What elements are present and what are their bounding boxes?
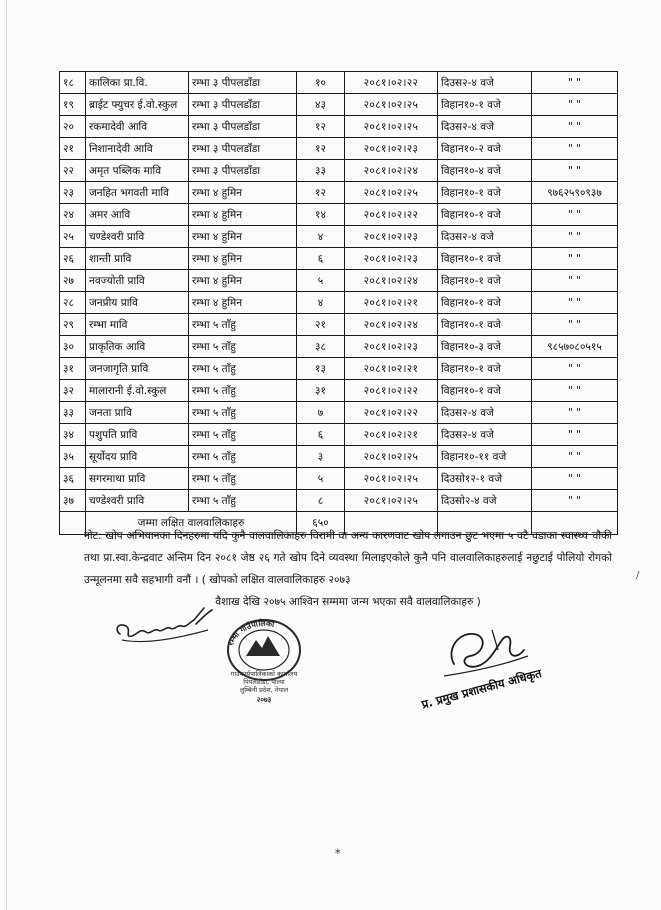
- cell-target-count: ६: [297, 424, 345, 446]
- cell-remark: " ": [532, 358, 618, 380]
- cell-time: विहान१०-२ वजे: [438, 138, 532, 160]
- cell-time: विहान१०-४ वजे: [438, 160, 532, 182]
- table-row: [60, 292, 618, 314]
- cell-time: विहान१०-१ वजे: [438, 380, 532, 402]
- cell-remark: " ": [532, 314, 618, 336]
- cell-address: रम्भा ५ ताँहु: [189, 490, 297, 512]
- cell-target-count: ३: [297, 446, 345, 468]
- cell-date: २०८१।०२।२४: [345, 160, 438, 182]
- cell-remark: " ": [532, 160, 618, 182]
- table-row: [60, 94, 618, 116]
- cell-target-count: २१: [297, 314, 345, 336]
- cell-date: २०८१।०२।२५: [345, 94, 438, 116]
- cell-school-name: चण्डेश्वरी प्रावि: [86, 490, 189, 512]
- cell-date: २०८१।०२।२१: [345, 292, 438, 314]
- cell-time: दिउस२-४ वजे: [438, 72, 532, 94]
- cell-serial-number: २६: [60, 248, 86, 270]
- vaccination-schedule-table: [59, 71, 618, 535]
- cell-remark: " ": [532, 226, 618, 248]
- cell-date: २०८१।०२।२३: [345, 248, 438, 270]
- total-value: ६५०: [297, 512, 345, 535]
- cell-target-count: १२: [297, 138, 345, 160]
- note-line-2: वैशाख देखि २०७५ आश्विन सम्ममा जन्म भएका सवै वालवालिकाहरु ): [215, 596, 481, 608]
- cell-address: रम्भा ३ पीपलडाँडा: [189, 138, 297, 160]
- cell-school-name: जनहित भगवती मावि: [86, 182, 189, 204]
- cell-time: दिउसो१२-१ वजे: [438, 468, 532, 490]
- bottom-mark: ∗: [334, 847, 342, 857]
- cell-time: विहान१०-१ वजे: [438, 358, 532, 380]
- cell-school-name: प्राकृतिक आवि: [86, 336, 189, 358]
- signature-left: [112, 600, 222, 650]
- table-row: [60, 336, 618, 358]
- cell-school-name: अमृत पब्लिक मावि: [86, 160, 189, 182]
- cell-school-name: जनप्रीय प्रावि: [86, 292, 189, 314]
- cell-serial-number: २९: [60, 314, 86, 336]
- cell-remark: " ": [532, 248, 618, 270]
- cell-date: २०८१।०२।२३: [345, 336, 438, 358]
- cell-address: रम्भा ५ ताँहु: [189, 358, 297, 380]
- cell-school-name: शान्ती प्रावि: [86, 248, 189, 270]
- cell-address: रम्भा ५ ताँहु: [189, 468, 297, 490]
- cell-school-name: ब्राईट फ्युचर ई.वो.स्कुल: [86, 94, 189, 116]
- table-row: [60, 182, 618, 204]
- table-row: [60, 380, 618, 402]
- cell-address: रम्भा ५ ताँहु: [189, 446, 297, 468]
- cell-target-count: ४३: [297, 94, 345, 116]
- table-row: [60, 226, 618, 248]
- table-row: [60, 248, 618, 270]
- total-blank-cell: [60, 512, 86, 535]
- cell-remark: " ": [532, 468, 618, 490]
- cell-serial-number: १९: [60, 94, 86, 116]
- cell-school-name: सूर्योदय प्रावि: [86, 446, 189, 468]
- stamp-line-3: लुम्बिनी प्रदेश, नेपाल: [239, 686, 289, 694]
- table-row: [60, 358, 618, 380]
- cell-school-name: नवज्योती प्रावि: [86, 270, 189, 292]
- cell-target-count: ६: [297, 248, 345, 270]
- cell-serial-number: २७: [60, 270, 86, 292]
- cell-target-count: ७: [297, 402, 345, 424]
- cell-serial-number: ३३: [60, 402, 86, 424]
- table-row: [60, 490, 618, 512]
- cell-remark: " ": [532, 380, 618, 402]
- cell-remark: " ": [532, 292, 618, 314]
- cell-address: रम्भा ५ ताँहु: [189, 402, 297, 424]
- cell-address: रम्भा ४ हुमिन: [189, 182, 297, 204]
- cell-serial-number: २८: [60, 292, 86, 314]
- cell-serial-number: ३७: [60, 490, 86, 512]
- cell-time: विहान१०-१ वजे: [438, 204, 532, 226]
- cell-address: रम्भा ५ ताँहु: [189, 314, 297, 336]
- cell-serial-number: २१: [60, 138, 86, 160]
- cell-remark: " ": [532, 72, 618, 94]
- cell-address: रम्भा ३ पीपलडाँडा: [189, 116, 297, 138]
- cell-target-count: ८: [297, 490, 345, 512]
- cell-school-name: मालारानी ई.वो.स्कुल: [86, 380, 189, 402]
- cell-date: २०८१।०२।२४: [345, 314, 438, 336]
- cell-date: २०८१।०२।२५: [345, 468, 438, 490]
- cell-remark: " ": [532, 446, 618, 468]
- cell-target-count: १३: [297, 358, 345, 380]
- table-row: [60, 314, 618, 336]
- stamp-line-2: पिपलडाँडा, पाल्पा: [243, 678, 285, 686]
- cell-target-count: ४: [297, 226, 345, 248]
- cell-school-name: रम्भा मावि: [86, 314, 189, 336]
- cell-time: विहान१०-१ वजे: [438, 314, 532, 336]
- cell-serial-number: २४: [60, 204, 86, 226]
- cell-time: विहान१०-१ वजे: [438, 248, 532, 270]
- cell-remark: " ": [532, 270, 618, 292]
- cell-time: विहान१०-१ वजे: [438, 182, 532, 204]
- cell-time: दिउस२-४ वजे: [438, 116, 532, 138]
- cell-date: २०८१।०२।२१: [345, 424, 438, 446]
- cell-time: दिउसो२-४ वजे: [438, 490, 532, 512]
- stamp-ring-text: रम्भा गाउँपालिका: [226, 618, 275, 647]
- table-row: [60, 160, 618, 182]
- cell-time: दिउस२-४ वजे: [438, 424, 532, 446]
- cell-remark: ९७६२५९०९३७: [532, 182, 618, 204]
- cell-target-count: ३८: [297, 336, 345, 358]
- cell-school-name: जनजागृति प्रावि: [86, 358, 189, 380]
- cell-serial-number: २२: [60, 160, 86, 182]
- cell-address: रम्भा ४ हुमिन: [189, 292, 297, 314]
- cell-serial-number: ३४: [60, 424, 86, 446]
- cell-target-count: ५: [297, 270, 345, 292]
- cell-remark: " ": [532, 204, 618, 226]
- cell-address: रम्भा ४ हुमिन: [189, 204, 297, 226]
- cell-date: २०८१।०२।२५: [345, 446, 438, 468]
- signature-title: प्र. प्रमुख प्रशासकीय अधिकृत: [420, 666, 543, 712]
- cell-target-count: १२: [297, 116, 345, 138]
- office-stamp: [218, 612, 310, 706]
- cell-time: दिउस२-४ वजे: [438, 402, 532, 424]
- cell-school-name: चण्डेश्वरी प्रावि: [86, 226, 189, 248]
- table-row: [60, 468, 618, 490]
- cell-address: रम्भा ५ ताँहु: [189, 380, 297, 402]
- cell-date: २०८१।०२।२४: [345, 270, 438, 292]
- stamp-year: २०७३: [256, 696, 272, 704]
- cell-date: २०८१।०२।२३: [345, 226, 438, 248]
- cell-date: २०८१।०२।२३: [345, 138, 438, 160]
- cell-date: २०८१।०२।२२: [345, 204, 438, 226]
- cell-target-count: ३१: [297, 380, 345, 402]
- cell-remark: " ": [532, 138, 618, 160]
- cell-school-name: निशानादेवी आवि: [86, 138, 189, 160]
- cell-serial-number: ३१: [60, 358, 86, 380]
- table-row: [60, 424, 618, 446]
- cell-serial-number: २५: [60, 226, 86, 248]
- scan-edge: [6, 0, 7, 910]
- cell-address: रम्भा ३ पीपलडाँडा: [189, 94, 297, 116]
- cell-date: २०८१।०२।२५: [345, 116, 438, 138]
- cell-remark: " ": [532, 116, 618, 138]
- cell-address: रम्भा ५ ताँहु: [189, 336, 297, 358]
- table-row: [60, 138, 618, 160]
- cell-serial-number: ३२: [60, 380, 86, 402]
- cell-address: रम्भा ४ हुमिन: [189, 226, 297, 248]
- cell-serial-number: ३५: [60, 446, 86, 468]
- cell-address: रम्भा ३ पीपलडाँडा: [189, 160, 297, 182]
- cell-target-count: ५: [297, 468, 345, 490]
- margin-mark: /: [636, 570, 640, 581]
- cell-school-name: रकमादेवी आवि: [86, 116, 189, 138]
- note-line-1: नोट: खोप अभियानका दिनहरुमा यदि कुनै वालवालिकाहरु विरामी वा अन्य कारणवाट खोप लगाउन छुट भएमा ५ वटै वडाका स्वास्थ्य चौकी तथा प्रा.स्वा.केन्द्रवाट अन्तिम दिन २०८१ जेष्ठ २६ गते खोप दिने व्यवस्था मिलाइएकोले कुनै पनि वालवालिकाहरुलाई नछुटाई पोलियो रोगको उन्मूलनमा सवै सहभागी वनौं । ( खोपको लक्षित वालवालिकाहरु २०७३: [84, 530, 612, 586]
- cell-school-name: जनता प्रावि: [86, 402, 189, 424]
- cell-target-count: ४: [297, 292, 345, 314]
- cell-time: विहान१०-११ वजे: [438, 446, 532, 468]
- cell-serial-number: १८: [60, 72, 86, 94]
- cell-address: रम्भा ३ पीपलडाँडा: [189, 72, 297, 94]
- cell-target-count: १०: [297, 72, 345, 94]
- cell-remark: " ": [532, 402, 618, 424]
- table-row: [60, 270, 618, 292]
- cell-time: विहान१०-१ वजे: [438, 270, 532, 292]
- cell-school-name: सगरमाथा प्रावि: [86, 468, 189, 490]
- cell-address: रम्भा ४ हुमिन: [189, 270, 297, 292]
- table-row: [60, 402, 618, 424]
- cell-date: २०८१।०२।२५: [345, 490, 438, 512]
- cell-date: २०८१।०२।२२: [345, 72, 438, 94]
- cell-date: २०८१।०२।२२: [345, 380, 438, 402]
- cell-school-name: अमर आवि: [86, 204, 189, 226]
- table-row: [60, 72, 618, 94]
- cell-date: २०८१।०२।२५: [345, 182, 438, 204]
- cell-address: रम्भा ५ ताँहु: [189, 424, 297, 446]
- cell-address: रम्भा ४ हुमिन: [189, 248, 297, 270]
- cell-school-name: पशुपति प्रावि: [86, 424, 189, 446]
- table-row: [60, 116, 618, 138]
- cell-serial-number: ३०: [60, 336, 86, 358]
- cell-serial-number: २३: [60, 182, 86, 204]
- cell-date: २०८१।०२।२२: [345, 402, 438, 424]
- cell-serial-number: ३६: [60, 468, 86, 490]
- table-row: [60, 446, 618, 468]
- cell-remark: " ": [532, 424, 618, 446]
- cell-date: २०८१।०२।२१: [345, 358, 438, 380]
- cell-time: विहान१०-१ वजे: [438, 292, 532, 314]
- cell-school-name: कालिका प्रा.वि.: [86, 72, 189, 94]
- table-row: [60, 204, 618, 226]
- cell-time: दिउस२-४ वजे: [438, 226, 532, 248]
- cell-target-count: १४: [297, 204, 345, 226]
- stamp-line-1: गाउँकार्यपालिकाको कार्यालय: [230, 670, 298, 678]
- cell-remark: ९८५७०८०५१५: [532, 336, 618, 358]
- cell-serial-number: २०: [60, 116, 86, 138]
- cell-target-count: १२: [297, 182, 345, 204]
- cell-remark: " ": [532, 490, 618, 512]
- total-label: जम्मा लक्षित वालवालिकाहरु: [86, 512, 297, 535]
- cell-target-count: ३३: [297, 160, 345, 182]
- cell-remark: " ": [532, 94, 618, 116]
- cell-time: विहान१०-१ वजे: [438, 94, 532, 116]
- schedule-table-body: [60, 72, 618, 535]
- cell-time: विहान१०-३ वजे: [438, 336, 532, 358]
